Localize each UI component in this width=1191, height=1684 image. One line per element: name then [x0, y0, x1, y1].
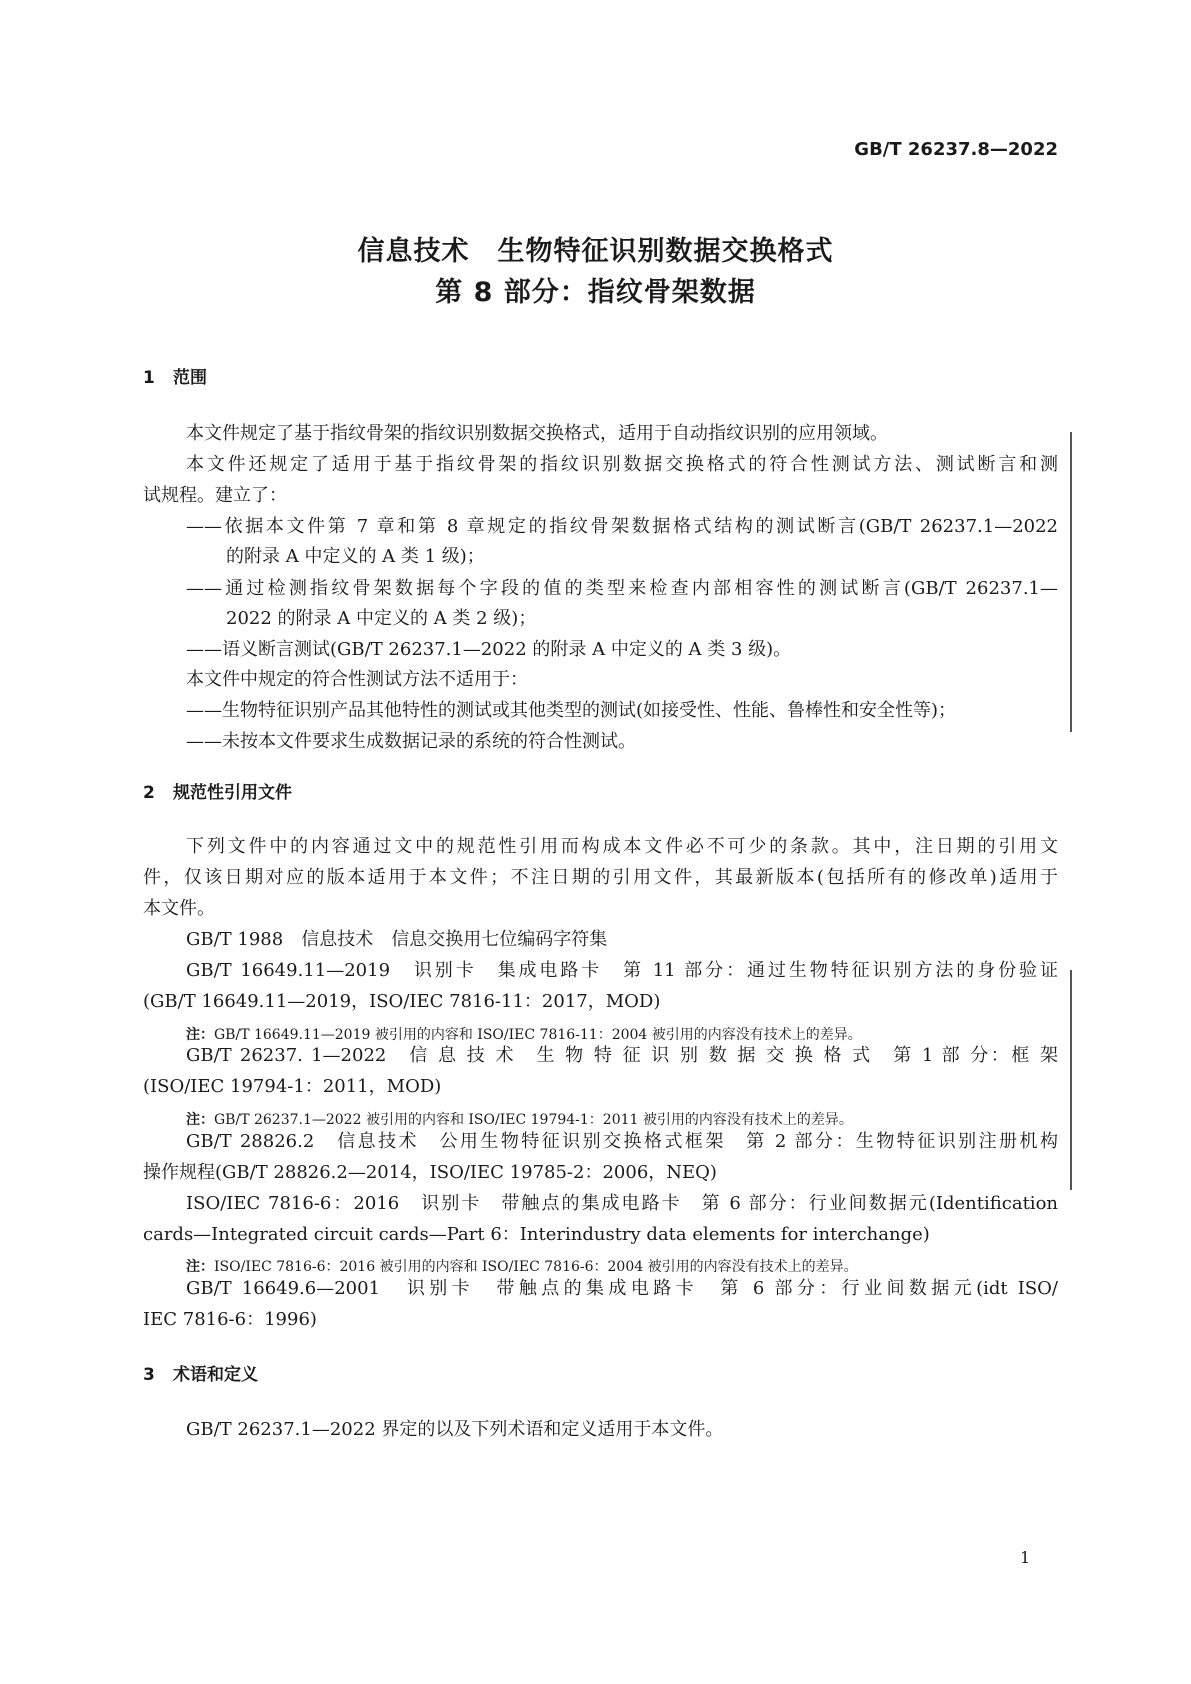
section-number: 2 — [143, 783, 155, 803]
note-label: 注： — [186, 1259, 214, 1275]
list-item: 2022 的附录 A 中定义的 A 类 2 级)； — [226, 608, 537, 629]
list-item: ——语义断言测试(GB/T 26237.1—2022 的附录 A 中定义的 A 类 3 级)。 — [186, 639, 792, 660]
section-title: 术语和定义 — [173, 1365, 258, 1385]
list-item: ——未按本文件要求生成数据记录的系统的符合性测试。 — [186, 731, 636, 752]
paragraph: 本文件中规定的符合性测试方法不适用于： — [186, 669, 528, 690]
note-text: GB/T 16649.11—2019 被引用的内容和 ISO/IEC 7816-11：2004 被引用的内容没有技术上的差异。 — [214, 1027, 862, 1043]
reference-item: GB/T 26237. 1—2022 信 息 技 术 生 物 特 征 识 别 数 据 交 换 格 式 第 1 部 分：框 架 — [186, 1045, 1058, 1066]
paragraph: GB/T 26237.1—2022 界定的以及下列术语和定义适用于本文件。 — [186, 1419, 724, 1440]
document-title-line2: 第 8 部分：指纹骨架数据 — [435, 277, 756, 308]
reference-item: (ISO/IEC 19794-1：2011，MOD) — [143, 1076, 442, 1097]
change-bar — [1070, 970, 1072, 1190]
paragraph: 本文件还规定了适用于基于指纹骨架的指纹识别数据交换格式的符合性测试方法、测试断言和测 — [186, 454, 1058, 475]
paragraph: 试规程。建立了： — [143, 485, 287, 506]
standard-number: GB/T 26237.8—2022 — [854, 139, 1058, 160]
reference-item: IEC 7816-6：1996) — [143, 1309, 317, 1330]
paragraph: 本文件。 — [143, 898, 215, 919]
reference-item: cards—Integrated circuit cards—Part 6：Interindustry data elements for interchange) — [143, 1224, 930, 1245]
reference-item: GB/T 28826.2 信息技术 公用生物特征识别交换格式框架 第 2 部分：生物特征识别注册机构 — [186, 1131, 1058, 1152]
reference-item: 操作规程(GB/T 28826.2—2014，ISO/IEC 19785-2：2006，NEQ) — [143, 1162, 717, 1183]
paragraph: 下列文件中的内容通过文中的规范性引用而构成本文件必不可少的条款。其中，注日期的引用文 — [186, 836, 1058, 857]
change-bar — [1070, 432, 1072, 732]
note — [186, 1109, 853, 1129]
section-title: 范围 — [173, 368, 207, 388]
note — [186, 1256, 858, 1276]
reference-item: GB/T 16649.11—2019 识别卡 集成电路卡 第 11 部分：通过生物特征识别方法的身份验证 — [186, 960, 1058, 981]
note-label: 注： — [186, 1112, 214, 1128]
note-text: ISO/IEC 7816-6：2016 被引用的内容和 ISO/IEC 7816-6：2004 被引用的内容没有技术上的差异。 — [214, 1259, 858, 1275]
document-title-line1: 信息技术 生物特征识别数据交换格式 — [357, 236, 834, 267]
reference-item: GB/T 16649.6—2001 识别卡 带触点的集成电路卡 第 6 部分：行业间数据元(idt ISO/ — [186, 1278, 1058, 1299]
section-number: 1 — [143, 368, 155, 388]
section-2-heading — [143, 778, 292, 803]
reference-item: GB/T 1988 信息技术 信息交换用七位编码字符集 — [186, 929, 608, 950]
section-1-heading — [143, 363, 207, 388]
list-item: 的附录 A 中定义的 A 类 1 级)； — [226, 546, 485, 567]
list-item: ——依据本文件第 7 章和第 8 章规定的指纹骨架数据格式结构的测试断言(GB/T 26237.1—2022 — [186, 516, 1058, 537]
page-number: 1 — [1020, 1548, 1031, 1567]
note — [186, 1024, 862, 1044]
section-number: 3 — [143, 1365, 155, 1385]
paragraph: 件，仅该日期对应的版本适用于本文件；不注日期的引用文件，其最新版本(包括所有的修改单)适用于 — [143, 867, 1058, 888]
reference-item: ISO/IEC 7816-6：2016 识别卡 带触点的集成电路卡 第 6 部分：行业间数据元(Identification — [186, 1193, 1058, 1214]
list-item: ——通过检测指纹骨架数据每个字段的值的类型来检查内部相容性的测试断言(GB/T 26237.1— — [186, 578, 1058, 599]
note-text: GB/T 26237.1—2022 被引用的内容和 ISO/IEC 19794-1：2011 被引用的内容没有技术上的差异。 — [214, 1112, 853, 1128]
reference-item: (GB/T 16649.11—2019，ISO/IEC 7816-11：2017，MOD) — [143, 991, 661, 1012]
paragraph: 本文件规定了基于指纹骨架的指纹识别数据交换格式，适用于自动指纹识别的应用领域。 — [186, 423, 888, 444]
list-item: ——生物特征识别产品其他特性的测试或其他类型的测试(如接受性、性能、鲁棒性和安全性等)； — [186, 700, 957, 721]
note-label: 注： — [186, 1027, 214, 1043]
section-title: 规范性引用文件 — [173, 783, 292, 803]
section-3-heading — [143, 1360, 258, 1385]
